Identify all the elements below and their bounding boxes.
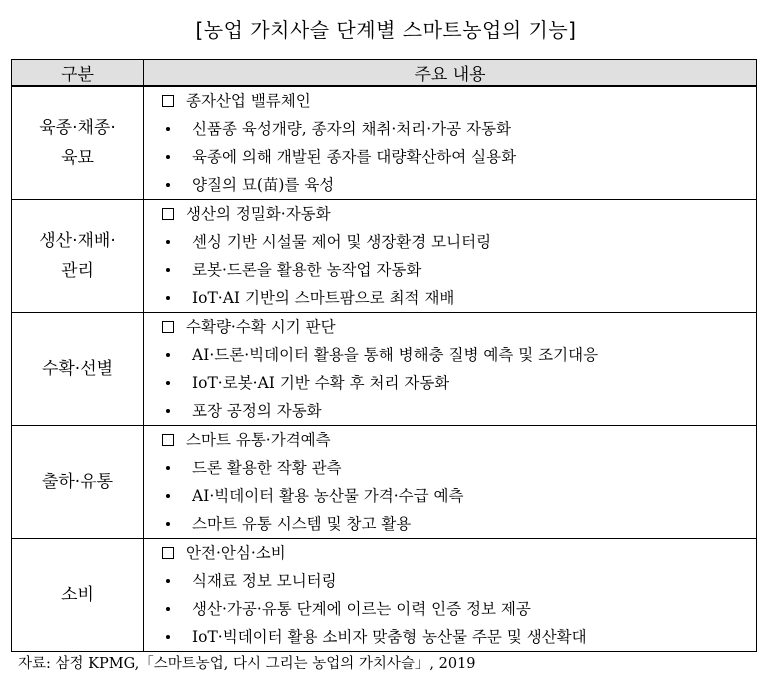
table-row [12, 426, 757, 539]
content-cell [144, 539, 757, 652]
content-cell [144, 313, 757, 426]
category-cell [12, 86, 144, 200]
bullet-icon [166, 522, 170, 526]
bullet-icon [166, 466, 170, 470]
category-cell [12, 200, 144, 313]
bullet-item [144, 595, 756, 623]
bullet-item [144, 454, 756, 482]
section-heading-text: 종자산업 밸류체인 [186, 92, 311, 110]
source-citation: 자료: 삼정 KPMG,「스마트농업, 다시 그리는 농업의 가치사슬」, 2019 [18, 656, 476, 672]
bullet-icon [166, 296, 170, 300]
bullet-icon [166, 381, 170, 385]
bullet-icon [166, 127, 170, 131]
content-cell [144, 200, 757, 313]
bullet-item [144, 369, 756, 397]
column-header-content: 주요 내용 [144, 60, 757, 87]
bullet-text: 스마트 유통 시스템 및 창고 활용 [192, 515, 412, 533]
bullet-text: 신품종 육성개량, 종자의 채취·처리·가공 자동화 [192, 120, 511, 138]
category-line: 소비 [61, 585, 94, 605]
section-heading [144, 200, 756, 228]
table-row [12, 539, 757, 652]
bullet-icon [166, 494, 170, 498]
table-header-row [12, 60, 757, 87]
category-line: 육종·채종· [39, 118, 116, 138]
section-heading [144, 313, 756, 341]
bullet-item [144, 623, 756, 651]
bullet-item [144, 115, 756, 143]
bullet-text: 생산·가공·유통 단계에 이르는 이력 인증 정보 제공 [192, 600, 531, 618]
value-chain-table [11, 59, 757, 652]
bullet-item [144, 341, 756, 369]
bullet-text: IoT·빅데이터 활용 소비자 맞춤형 농산물 주문 및 생산확대 [192, 628, 587, 646]
bullet-text: IoT·로봇·AI 기반 수확 후 처리 자동화 [192, 374, 450, 392]
bullet-icon [166, 183, 170, 187]
category-cell [12, 426, 144, 539]
bullet-item [144, 482, 756, 510]
section-heading-text: 생산의 정밀화·자동화 [186, 205, 331, 223]
bullet-icon [166, 579, 170, 583]
bullet-item [144, 171, 756, 199]
checkbox-square-icon [162, 208, 174, 220]
bullet-icon [166, 353, 170, 357]
bullet-text: 포장 공정의 자동화 [192, 402, 322, 420]
checkbox-square-icon [162, 434, 174, 446]
bullet-item [144, 256, 756, 284]
bullet-icon [166, 240, 170, 244]
bullet-item [144, 567, 756, 595]
table-row [12, 313, 757, 426]
checkbox-square-icon [162, 321, 174, 333]
section-heading [144, 426, 756, 454]
bullet-text: 육종에 의해 개발된 종자를 대량확산하여 실용화 [192, 148, 517, 166]
bullet-text: 로봇·드론을 활용한 농작업 자동화 [192, 261, 422, 279]
bullet-icon [166, 409, 170, 413]
document-title: [농업 가치사슬 단계별 스마트농업의 기능] [195, 18, 577, 42]
bullet-text: AI·빅데이터 활용 농산물 가격·수급 예측 [192, 487, 464, 505]
section-heading [144, 87, 756, 115]
bullet-text: 식재료 정보 모니터링 [192, 572, 337, 590]
bullet-text: 드론 활용한 작황 관측 [192, 459, 342, 477]
bullet-item [144, 284, 756, 312]
bullet-text: 양질의 묘(苗)를 육성 [192, 176, 335, 194]
bullet-item [144, 510, 756, 538]
category-line: 수확·선별 [41, 359, 114, 379]
section-heading-text: 스마트 유통·가격예측 [186, 431, 331, 449]
content-cell [144, 426, 757, 539]
bullet-item [144, 397, 756, 425]
category-cell [12, 539, 144, 652]
bullet-text: AI·드론·빅데이터 활용을 통해 병해충 질병 예측 및 조기대응 [192, 346, 599, 364]
section-heading [144, 539, 756, 567]
bullet-icon [166, 155, 170, 159]
checkbox-square-icon [162, 547, 174, 559]
section-heading-text: 안전·안심·소비 [186, 544, 286, 562]
section-heading-text: 수확량·수확 시기 판단 [186, 318, 336, 336]
category-line: 생산·재배· [39, 231, 116, 251]
category-cell [12, 313, 144, 426]
bullet-item [144, 228, 756, 256]
checkbox-square-icon [162, 95, 174, 107]
category-line: 육묘 [61, 148, 94, 168]
table-row [12, 200, 757, 313]
table-row [12, 86, 757, 200]
bullet-text: IoT·AI 기반의 스마트팜으로 최적 재배 [192, 289, 455, 307]
bullet-icon [166, 607, 170, 611]
category-line: 출하·유통 [41, 472, 114, 492]
bullet-icon [166, 268, 170, 272]
bullet-item [144, 143, 756, 171]
bullet-icon [166, 635, 170, 639]
column-header-category: 구분 [12, 60, 144, 87]
content-cell [144, 86, 757, 200]
bullet-text: 센싱 기반 시설물 제어 및 생장환경 모니터링 [192, 233, 492, 251]
category-line: 관리 [61, 261, 94, 281]
